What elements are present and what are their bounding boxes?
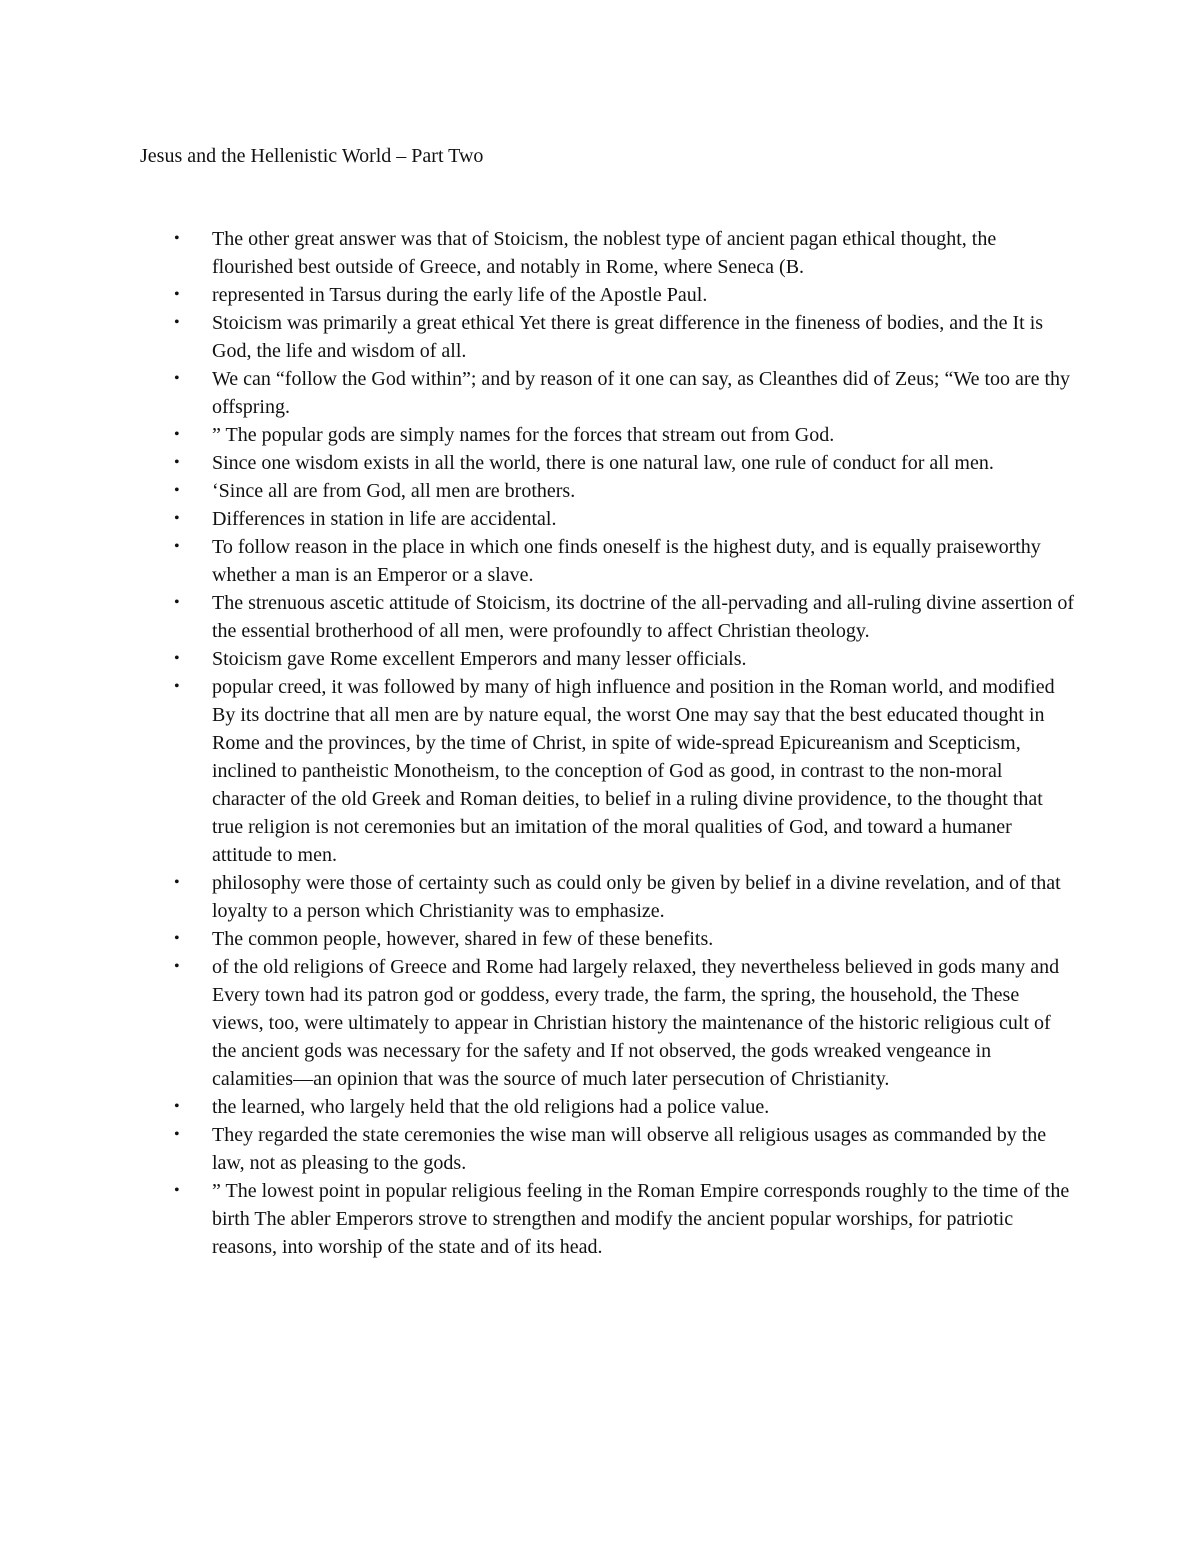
list-item <box>140 449 1075 477</box>
list-item <box>140 365 1075 421</box>
bullet-icon: • <box>174 454 180 471</box>
list-item <box>140 953 1075 1093</box>
list-item <box>140 421 1075 449</box>
list-item <box>140 533 1075 589</box>
list-item <box>140 869 1075 925</box>
list-item-text: Stoicism gave Rome excellent Emperors and many lesser officials. <box>212 648 747 670</box>
list-item <box>140 281 1075 309</box>
bullet-icon: • <box>174 594 180 611</box>
list-item <box>140 225 1075 281</box>
list-item-text: Stoicism was primarily a great ethical Yet there is great difference in the fineness of bodies, and the It is God, the life and wisdom of all. <box>212 312 1044 362</box>
bullet-icon: • <box>174 678 180 695</box>
list-item <box>140 925 1075 953</box>
bullet-icon: • <box>174 1182 180 1199</box>
list-item-text: Since one wisdom exists in all the world, there is one natural law, one rule of conduct for all men. <box>212 452 994 474</box>
list-item <box>140 1121 1075 1177</box>
list-item-text: The common people, however, shared in few of these benefits. <box>212 928 714 950</box>
bullet-icon: • <box>174 874 180 891</box>
list-item-text: ” The popular gods are simply names for the forces that stream out from God. <box>212 424 835 446</box>
bullet-icon: • <box>174 1098 180 1115</box>
list-item-text: The other great answer was that of Stoicism, the noblest type of ancient pagan ethical thought, the flourished best outside of Greece, and notably in Rome, where Seneca (B. <box>212 228 997 278</box>
list-item-text: We can “follow the God within”; and by reason of it one can say, as Cleanthes did of Zeus; “We too are thy offspring. <box>212 368 1070 418</box>
bullet-icon: • <box>174 930 180 947</box>
bullet-list <box>140 225 1075 1261</box>
bullet-icon: • <box>174 370 180 387</box>
list-item-text: Differences in station in life are accidental. <box>212 508 557 530</box>
list-item <box>140 1177 1075 1261</box>
list-item-text: the learned, who largely held that the old religions had a police value. <box>212 1096 770 1118</box>
list-item <box>140 645 1075 673</box>
bullet-icon: • <box>174 230 180 247</box>
bullet-icon: • <box>174 958 180 975</box>
list-item-text: They regarded the state ceremonies the wise man will observe all religious usages as commanded by the law, not as pleasing to the gods. <box>212 1124 1047 1174</box>
list-item-text: represented in Tarsus during the early life of the Apostle Paul. <box>212 284 708 306</box>
list-item-text: To follow reason in the place in which one finds oneself is the highest duty, and is equally praiseworthy whether a man is an Emperor or a slave. <box>212 536 1041 586</box>
bullet-icon: • <box>174 426 180 443</box>
bullet-icon: • <box>174 286 180 303</box>
bullet-icon: • <box>174 538 180 555</box>
list-item <box>140 673 1075 869</box>
bullet-icon: • <box>174 510 180 527</box>
list-item-text: ” The lowest point in popular religious feeling in the Roman Empire corresponds roughly to the time of the birth The abler Emperors strove to strengthen and modify the ancient popular worships, for patriotic reasons, into worship of the state and of its head. <box>212 1180 1070 1258</box>
list-item-text: of the old religions of Greece and Rome had largely relaxed, they nevertheless believed in gods many and Every town had its patron god or goddess, every trade, the farm, the spring, the household, the These views, too, were ultimately to appear in Christian history the maintenance of the historic religious cult of the ancient gods was necessary for the safety and If not observed, the gods wreaked vengeance in calamities—an opinion that was the source of much later persecution of Christianity. <box>212 956 1060 1090</box>
list-item <box>140 1093 1075 1121</box>
document-title: Jesus and the Hellenistic World – Part Two <box>140 145 484 167</box>
list-item-text: philosophy were those of certainty such as could only be given by belief in a divine revelation, and of that loyalty to a person which Christianity was to emphasize. <box>212 872 1061 922</box>
list-item <box>140 477 1075 505</box>
list-item-text: The strenuous ascetic attitude of Stoicism, its doctrine of the all-pervading and all-ruling divine assertion of the essential brotherhood of all men, were profoundly to affect Christian theology. <box>212 592 1074 642</box>
bullet-icon: • <box>174 482 180 499</box>
bullet-icon: • <box>174 1126 180 1143</box>
list-item-text: popular creed, it was followed by many of high influence and position in the Roman world, and modified By its doctrine that all men are by nature equal, the worst One may say that the best educated thought in Rome and the provinces, by the time of Christ, in spite of wide-spread Epicureanism and Scepticism, inclined to pantheistic Monotheism, to the conception of God as good, in contrast to the non-moral character of the old Greek and Roman deities, to belief in a ruling divine providence, to the thought that true religion is not ceremonies but an imitation of the moral qualities of God, and toward a humaner attitude to men. <box>212 676 1055 866</box>
list-item <box>140 589 1075 645</box>
list-item <box>140 505 1075 533</box>
list-item <box>140 309 1075 365</box>
bullet-icon: • <box>174 650 180 667</box>
bullet-icon: • <box>174 314 180 331</box>
list-item-text: ‘Since all are from God, all men are brothers. <box>212 480 576 502</box>
